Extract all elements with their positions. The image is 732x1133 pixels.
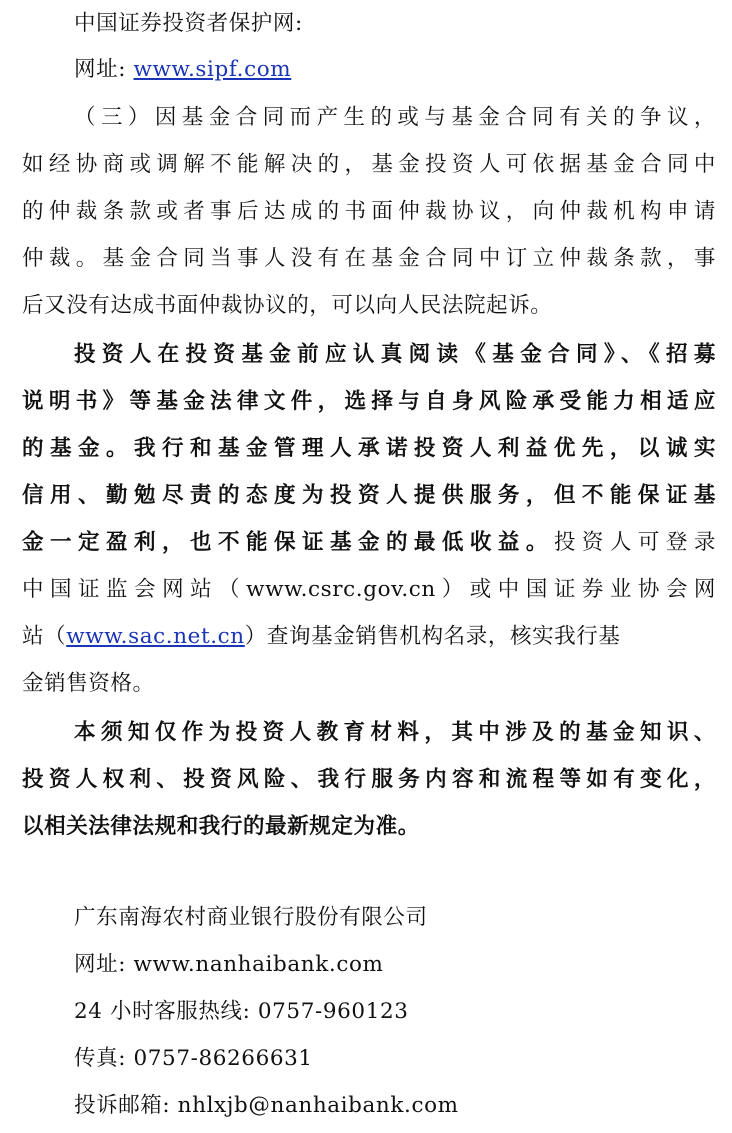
advice-line-6: 中国证监会网站（www.csrc.gov.cn）或中国证券业协会网 xyxy=(22,577,716,602)
bank-email: 投诉邮箱: nhlxjb@nanhaibank.com xyxy=(74,1093,459,1118)
sipf-title: 中国证券投资者保护网: xyxy=(74,11,303,36)
arbitration-line-2: 如经协商或调解不能解决的，基金投资人可依据基金合同中 xyxy=(22,152,716,177)
arbitration-line-4: 仲裁。基金合同当事人没有在基金合同中订立仲裁条款，事 xyxy=(22,246,716,271)
bank-website: 网址: www.nanhaibank.com xyxy=(74,952,384,977)
advice-line-5-normal: 投资人可登录 xyxy=(553,530,716,555)
arbitration-line-3: 的仲裁条款或者事后达成的书面仲裁协议，向仲裁机构申请 xyxy=(22,199,716,224)
advice-line-7-post: ）查询基金销售机构名录，核实我行基 xyxy=(244,624,621,649)
arbitration-line-1: （三）因基金合同而产生的或与基金合同有关的争议， xyxy=(74,105,716,130)
bank-hotline: 24 小时客服热线: 0757-960123 xyxy=(74,999,409,1024)
sipf-url-link[interactable]: www.sipf.com xyxy=(133,57,292,82)
advice-line-5-bold: 金一定盈利，也不能保证基金的最低收益。 xyxy=(22,530,554,555)
advice-line-7 xyxy=(22,613,716,661)
bank-name: 广东南海农村商业银行股份有限公司 xyxy=(74,905,428,930)
notice-line-3: 以相关法律法规和我行的最新规定为准。 xyxy=(22,814,420,839)
advice-line-2: 说明书》等基金法律文件，选择与自身风险承受能力相适应 xyxy=(22,389,716,414)
arbitration-line-5: 后又没有达成书面仲裁协议的，可以向人民法院起诉。 xyxy=(22,293,553,318)
notice-line-2: 投资人权利、投资风险、我行服务内容和流程等如有变化， xyxy=(22,767,716,792)
advice-line-7-pre: 站（ xyxy=(22,624,67,649)
bank-fax: 传真: 0757-86266631 xyxy=(74,1046,313,1071)
sipf-url-label: 网址: xyxy=(74,57,134,82)
sipf-url-line xyxy=(74,46,716,94)
sac-url-link[interactable]: www.sac.net.cn xyxy=(66,624,245,649)
advice-line-8: 金销售资格。 xyxy=(22,671,155,696)
advice-line-1: 投资人在投资基金前应认真阅读《基金合同》、《招募 xyxy=(74,342,716,367)
notice-line-1: 本须知仅作为投资人教育材料，其中涉及的基金知识、 xyxy=(74,720,716,745)
advice-line-3: 的基金。我行和基金管理人承诺投资人利益优先，以诚实 xyxy=(22,436,716,461)
advice-line-4: 信用、勤勉尽责的态度为投资人提供服务，但不能保证基 xyxy=(22,483,716,508)
advice-line-5 xyxy=(22,519,716,567)
